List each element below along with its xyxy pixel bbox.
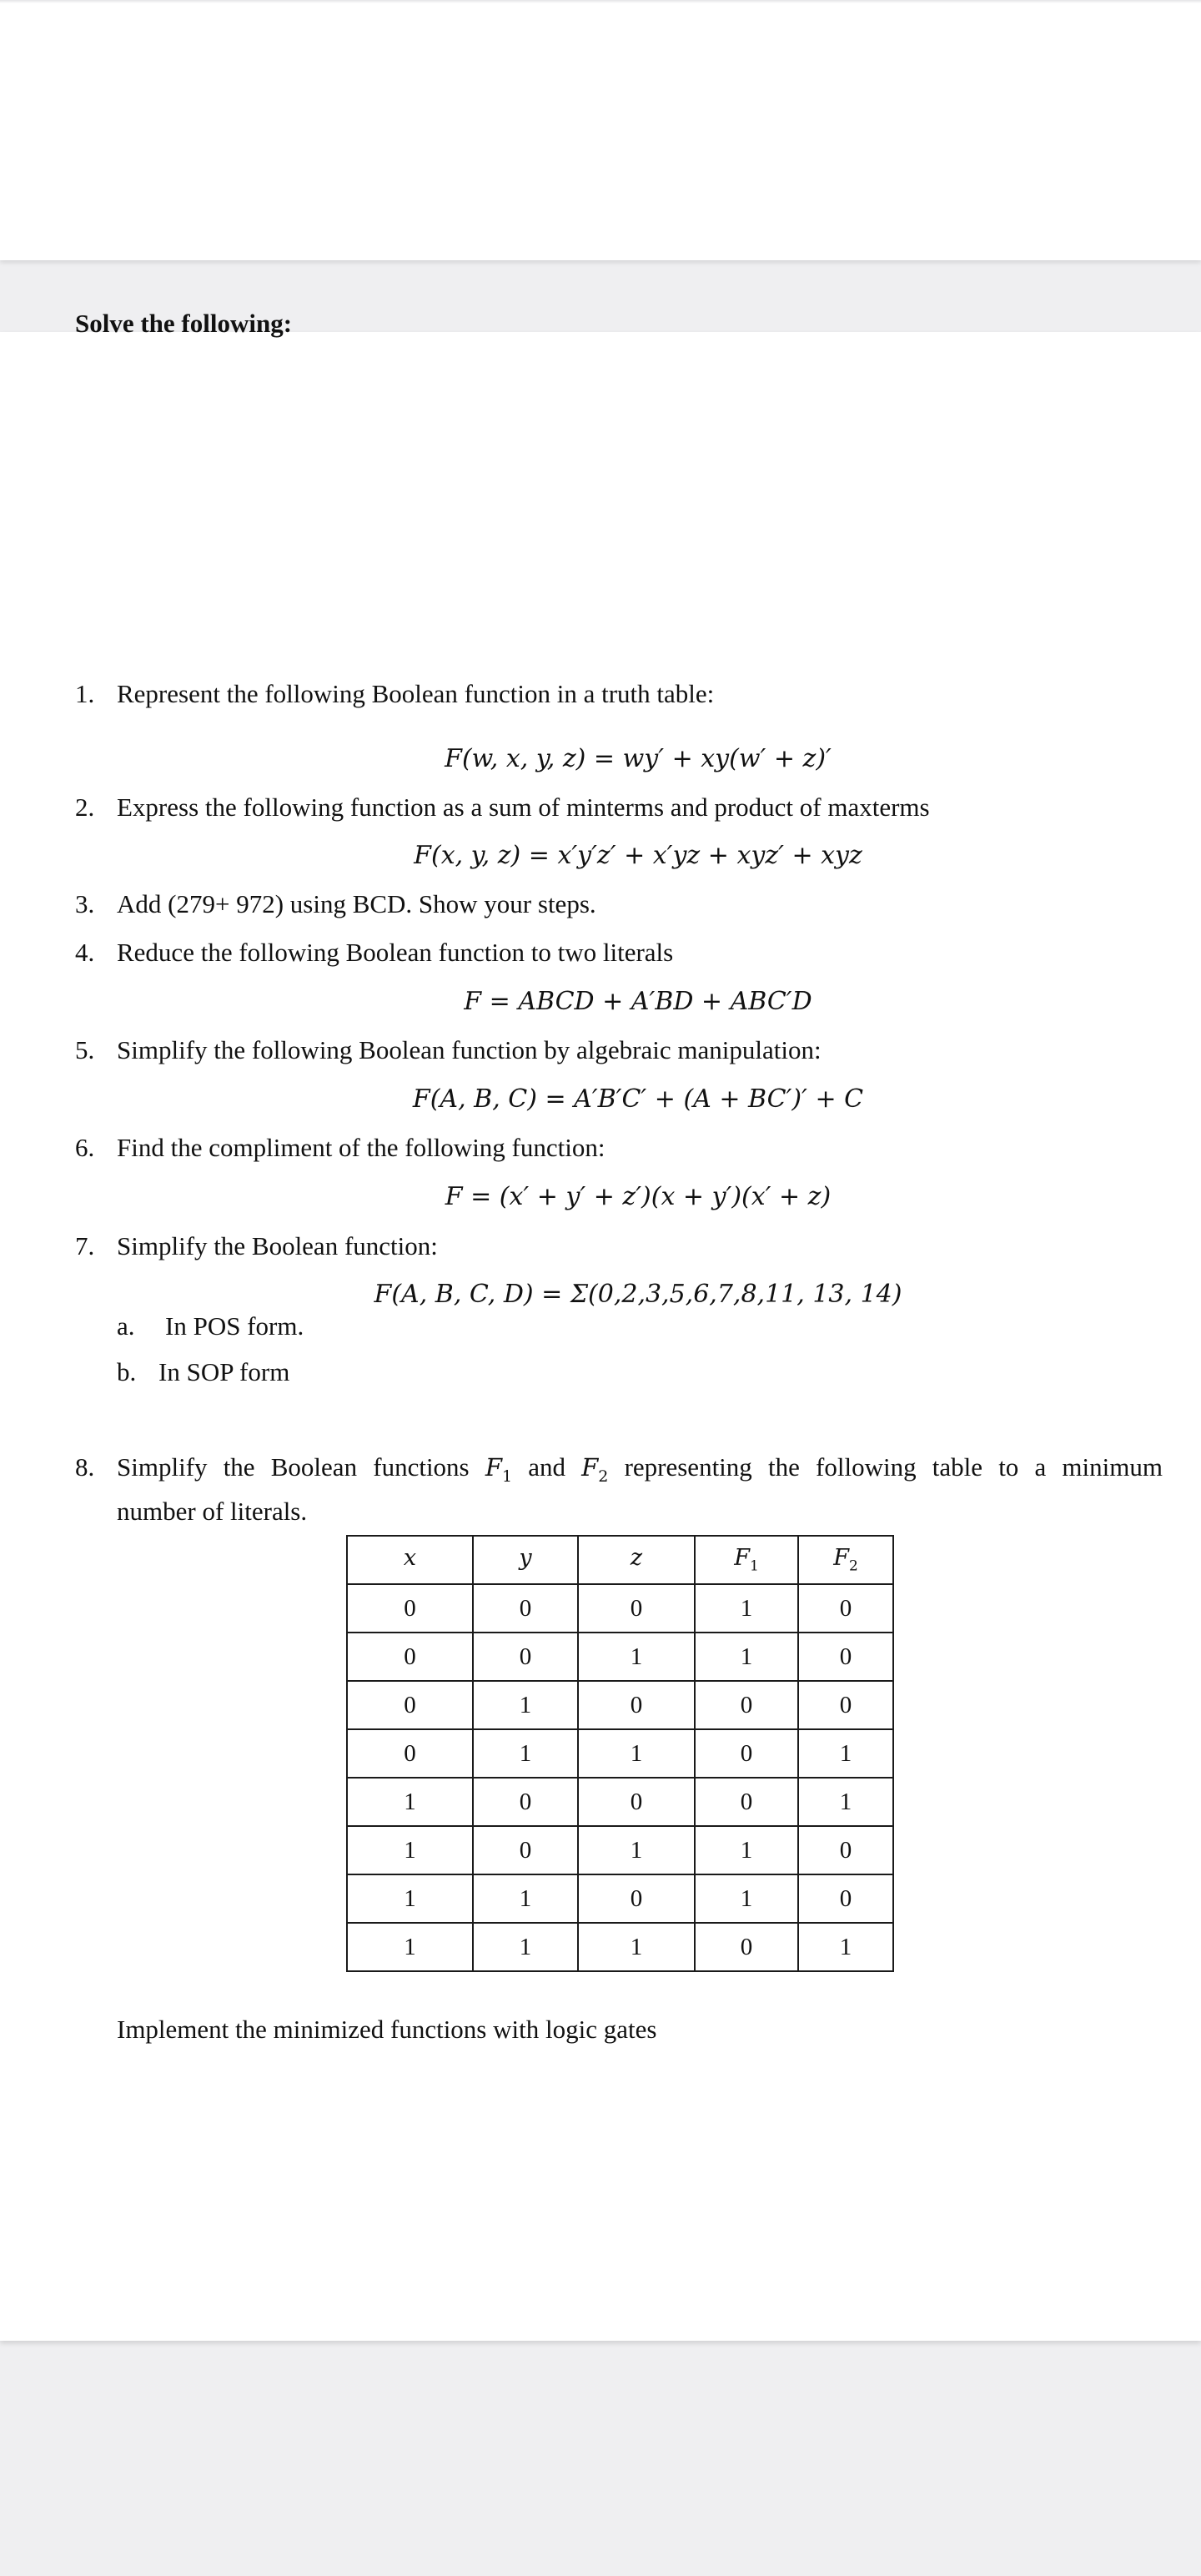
formula-4: F = ABCD + A′BD + ABC′D xyxy=(464,987,812,1016)
table-row xyxy=(347,1729,893,1778)
table-header-cell: $F_1$ xyxy=(695,1536,798,1584)
question-text: Express the following function as a sum of minterms and product of maxterms xyxy=(117,792,930,822)
question-6 xyxy=(75,1131,605,1165)
question-number: 1. xyxy=(75,679,95,708)
table-cell: 0 xyxy=(695,1681,798,1729)
function-f1: $F_1$ xyxy=(485,1453,513,1486)
table-cell: 1 xyxy=(798,1729,893,1778)
table-cell: 0 xyxy=(578,1778,695,1826)
table-header-cell: $F_2$ xyxy=(798,1536,893,1584)
table-header-cell: y xyxy=(473,1536,578,1584)
table-cell: 1 xyxy=(695,1584,798,1633)
question-text: Reduce the following Boolean function to two literals xyxy=(117,938,674,967)
question-text: Simplify the Boolean function: xyxy=(117,1231,438,1260)
question-number: 6. xyxy=(75,1133,95,1162)
sub-question-text: In POS form. xyxy=(165,1311,304,1341)
table-cell: 0 xyxy=(798,1681,893,1729)
table-row xyxy=(347,1826,893,1874)
function-f2: $F_2$ xyxy=(581,1453,609,1486)
question-number: 7. xyxy=(75,1231,95,1260)
sub-question-label: b. xyxy=(117,1357,137,1386)
table-row xyxy=(347,1778,893,1826)
table-cell: 1 xyxy=(798,1778,893,1826)
table-cell: 0 xyxy=(695,1729,798,1778)
table-cell: 0 xyxy=(347,1729,473,1778)
table-cell: 0 xyxy=(578,1874,695,1923)
question-number: 2. xyxy=(75,792,95,822)
previous-page xyxy=(0,0,1201,260)
formula-2: F(x, y, z) = x′y′z′ + x′yz + xyz′ + xyz xyxy=(414,841,862,870)
table-cell: 0 xyxy=(798,1584,893,1633)
table-row xyxy=(347,1874,893,1923)
closing-instruction: Implement the minimized functions with logic gates xyxy=(117,2015,657,2044)
table-cell: 1 xyxy=(347,1923,473,1971)
table-cell: 0 xyxy=(473,1633,578,1681)
table-cell: 0 xyxy=(798,1633,893,1681)
table-cell: 0 xyxy=(473,1584,578,1633)
table-cell: 1 xyxy=(695,1874,798,1923)
question-2 xyxy=(75,791,930,824)
formula-5: F(A, B, C) = A′B′C′ + (A + BC′)′ + C xyxy=(412,1084,864,1114)
question-text-line-1: Simplify the Boolean functions $F_1$ and $F_2$ representing the following table to a minimum xyxy=(117,1452,1163,1486)
sub-question-text: In SOP form xyxy=(158,1357,290,1386)
table-header-cell: x xyxy=(347,1536,473,1584)
truth-table xyxy=(346,1535,894,1972)
table-cell: 0 xyxy=(347,1681,473,1729)
question-5 xyxy=(75,1034,822,1067)
table-cell: 1 xyxy=(473,1923,578,1971)
table-cell: 1 xyxy=(347,1778,473,1826)
sub-question-b xyxy=(117,1356,289,1389)
table-cell: 0 xyxy=(578,1681,695,1729)
table-cell: 1 xyxy=(578,1633,695,1681)
table-cell: 0 xyxy=(347,1584,473,1633)
question-number: 3. xyxy=(75,889,95,918)
question-number: 8. xyxy=(75,1452,95,1482)
table-cell: 1 xyxy=(578,1826,695,1874)
question-number: 5. xyxy=(75,1035,95,1064)
table-cell: 1 xyxy=(695,1826,798,1874)
question-8 xyxy=(75,1450,1163,1529)
table-cell: 1 xyxy=(695,1633,798,1681)
table-cell: 1 xyxy=(473,1681,578,1729)
question-text: Find the compliment of the following function: xyxy=(117,1133,606,1162)
table-cell: 1 xyxy=(347,1874,473,1923)
question-text-line-2: number of literals. xyxy=(117,1496,308,1526)
table-cell: 1 xyxy=(347,1826,473,1874)
sub-question-label: a. xyxy=(117,1311,135,1341)
table-cell: 0 xyxy=(798,1826,893,1874)
table-cell: 1 xyxy=(798,1923,893,1971)
question-number: 4. xyxy=(75,938,95,967)
table-cell: 1 xyxy=(578,1729,695,1778)
table-cell: 1 xyxy=(473,1874,578,1923)
table-cell: 0 xyxy=(695,1923,798,1971)
table-cell: 0 xyxy=(578,1584,695,1633)
question-4 xyxy=(75,936,673,969)
table-cell: 0 xyxy=(798,1874,893,1923)
formula-7: F(A, B, C, D) = Σ(0,2,3,5,6,7,8,11, 13, 14) xyxy=(374,1280,902,1309)
table-header-row xyxy=(347,1536,893,1584)
question-text: Add (279+ 972) using BCD. Show your steps. xyxy=(117,889,596,918)
sub-question-a xyxy=(117,1310,304,1343)
table-row xyxy=(347,1584,893,1633)
formula-1: F(w, x, y, z) = wy′ + xy(w′ + z)′ xyxy=(445,744,832,773)
question-1 xyxy=(75,677,714,711)
table-row xyxy=(347,1633,893,1681)
table-cell: 0 xyxy=(473,1826,578,1874)
question-7 xyxy=(75,1230,438,1263)
table-cell: 0 xyxy=(347,1633,473,1681)
heading: Solve the following: xyxy=(75,309,293,338)
formula-6: F = (x′ + y′ + z′)(x + y′)(x′ + z) xyxy=(445,1182,832,1211)
question-text: Simplify the following Boolean function by algebraic manipulation: xyxy=(117,1035,822,1064)
question-3 xyxy=(75,888,596,921)
table-header-cell: z xyxy=(578,1536,695,1584)
table-row xyxy=(347,1923,893,1971)
table-cell: 1 xyxy=(578,1923,695,1971)
table-cell: 1 xyxy=(473,1729,578,1778)
table-row xyxy=(347,1681,893,1729)
table-cell: 0 xyxy=(695,1778,798,1826)
question-text: Represent the following Boolean function in a truth table: xyxy=(117,679,715,708)
table-cell: 0 xyxy=(473,1778,578,1826)
